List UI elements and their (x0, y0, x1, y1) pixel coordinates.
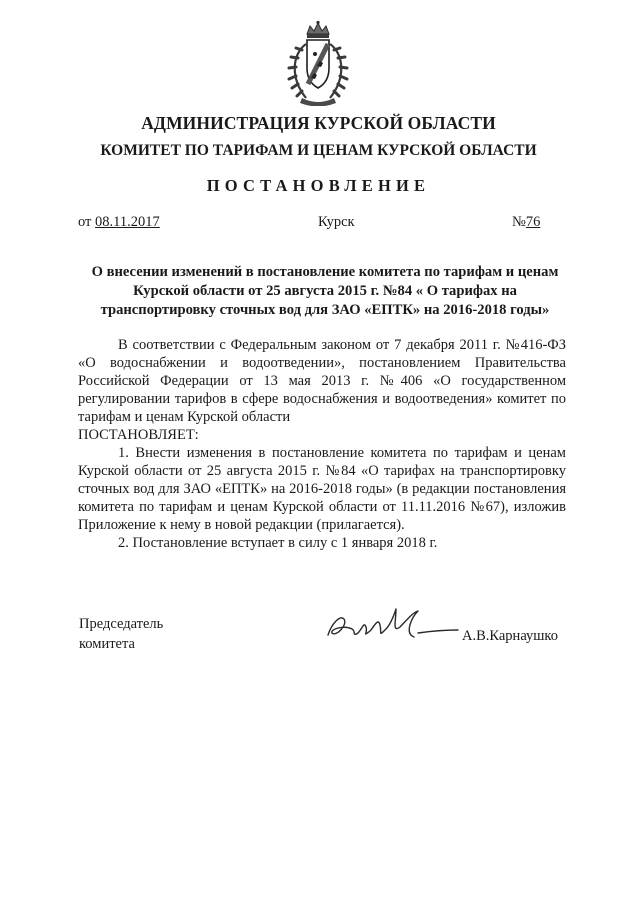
signatory-title (79, 614, 163, 654)
document-city: Курск (318, 214, 355, 230)
document-date (78, 214, 160, 231)
number-value: 76 (525, 214, 541, 230)
item-2-paragraph: 2. Постановление вступает в силу с 1 января 2018 г. (118, 535, 438, 551)
subject-line: Курской области от 25 августа 2015 г. №84 « О тарифах на (133, 283, 517, 299)
item-1-paragraph: 1. Внести изменения в постановление комитета по тарифам и ценам Курской области от 25 августа 2015 г. №84 «О тарифах на транспортировку сточных вод для ЗАО «ЕПТК» на 2016-2018 годы» (в редакции постановления комитета по тарифам и ценам Курской области от 11.11.2016 №67), изложив Приложение к нему в новой редакции (прилагается). (78, 445, 566, 533)
date-value: 08.11.2017 (95, 214, 160, 230)
handwritten-signature-icon (322, 603, 462, 649)
signatory-title-line: Председатель (79, 616, 164, 632)
preamble-paragraph: В соответствии с Федеральным законом от 7 декабря 2011 г. №416-ФЗ «О водоснабжении и водоотведении», постановлением Правительства Российской Федерации от 13 мая 2013 г. №406 «О государственном регулировании тарифов в сфере водоснабжения и водоотведения» комитет по тарифам и ценам Курской области (78, 337, 566, 425)
kursk-coat-of-arms-icon (284, 20, 352, 106)
document-subject (72, 263, 578, 320)
number-prefix: № (512, 214, 526, 230)
signatory-name: А.В.Карнаушко (462, 628, 558, 644)
org-title: АДМИНИСТРАЦИЯ КУРСКОЙ ОБЛАСТИ (141, 113, 496, 133)
document-number (512, 214, 540, 231)
decree-word: ПОСТАНОВЛЯЕТ: (78, 427, 199, 443)
signatory-title-line: комитета (79, 636, 135, 652)
date-prefix: от (78, 214, 96, 230)
document-type: ПОСТАНОВЛЕНИЕ (206, 176, 431, 195)
subject-line: О внесении изменений в постановление комитета по тарифам и ценам (91, 264, 559, 280)
subject-line: транспортировку сточных вод для ЗАО «ЕПТК» на 2016-2018 годы» (100, 302, 550, 318)
org-subtitle: КОМИТЕТ ПО ТАРИФАМ И ЦЕНАМ КУРСКОЙ ОБЛАСТИ (100, 142, 537, 159)
document-body (78, 336, 566, 552)
